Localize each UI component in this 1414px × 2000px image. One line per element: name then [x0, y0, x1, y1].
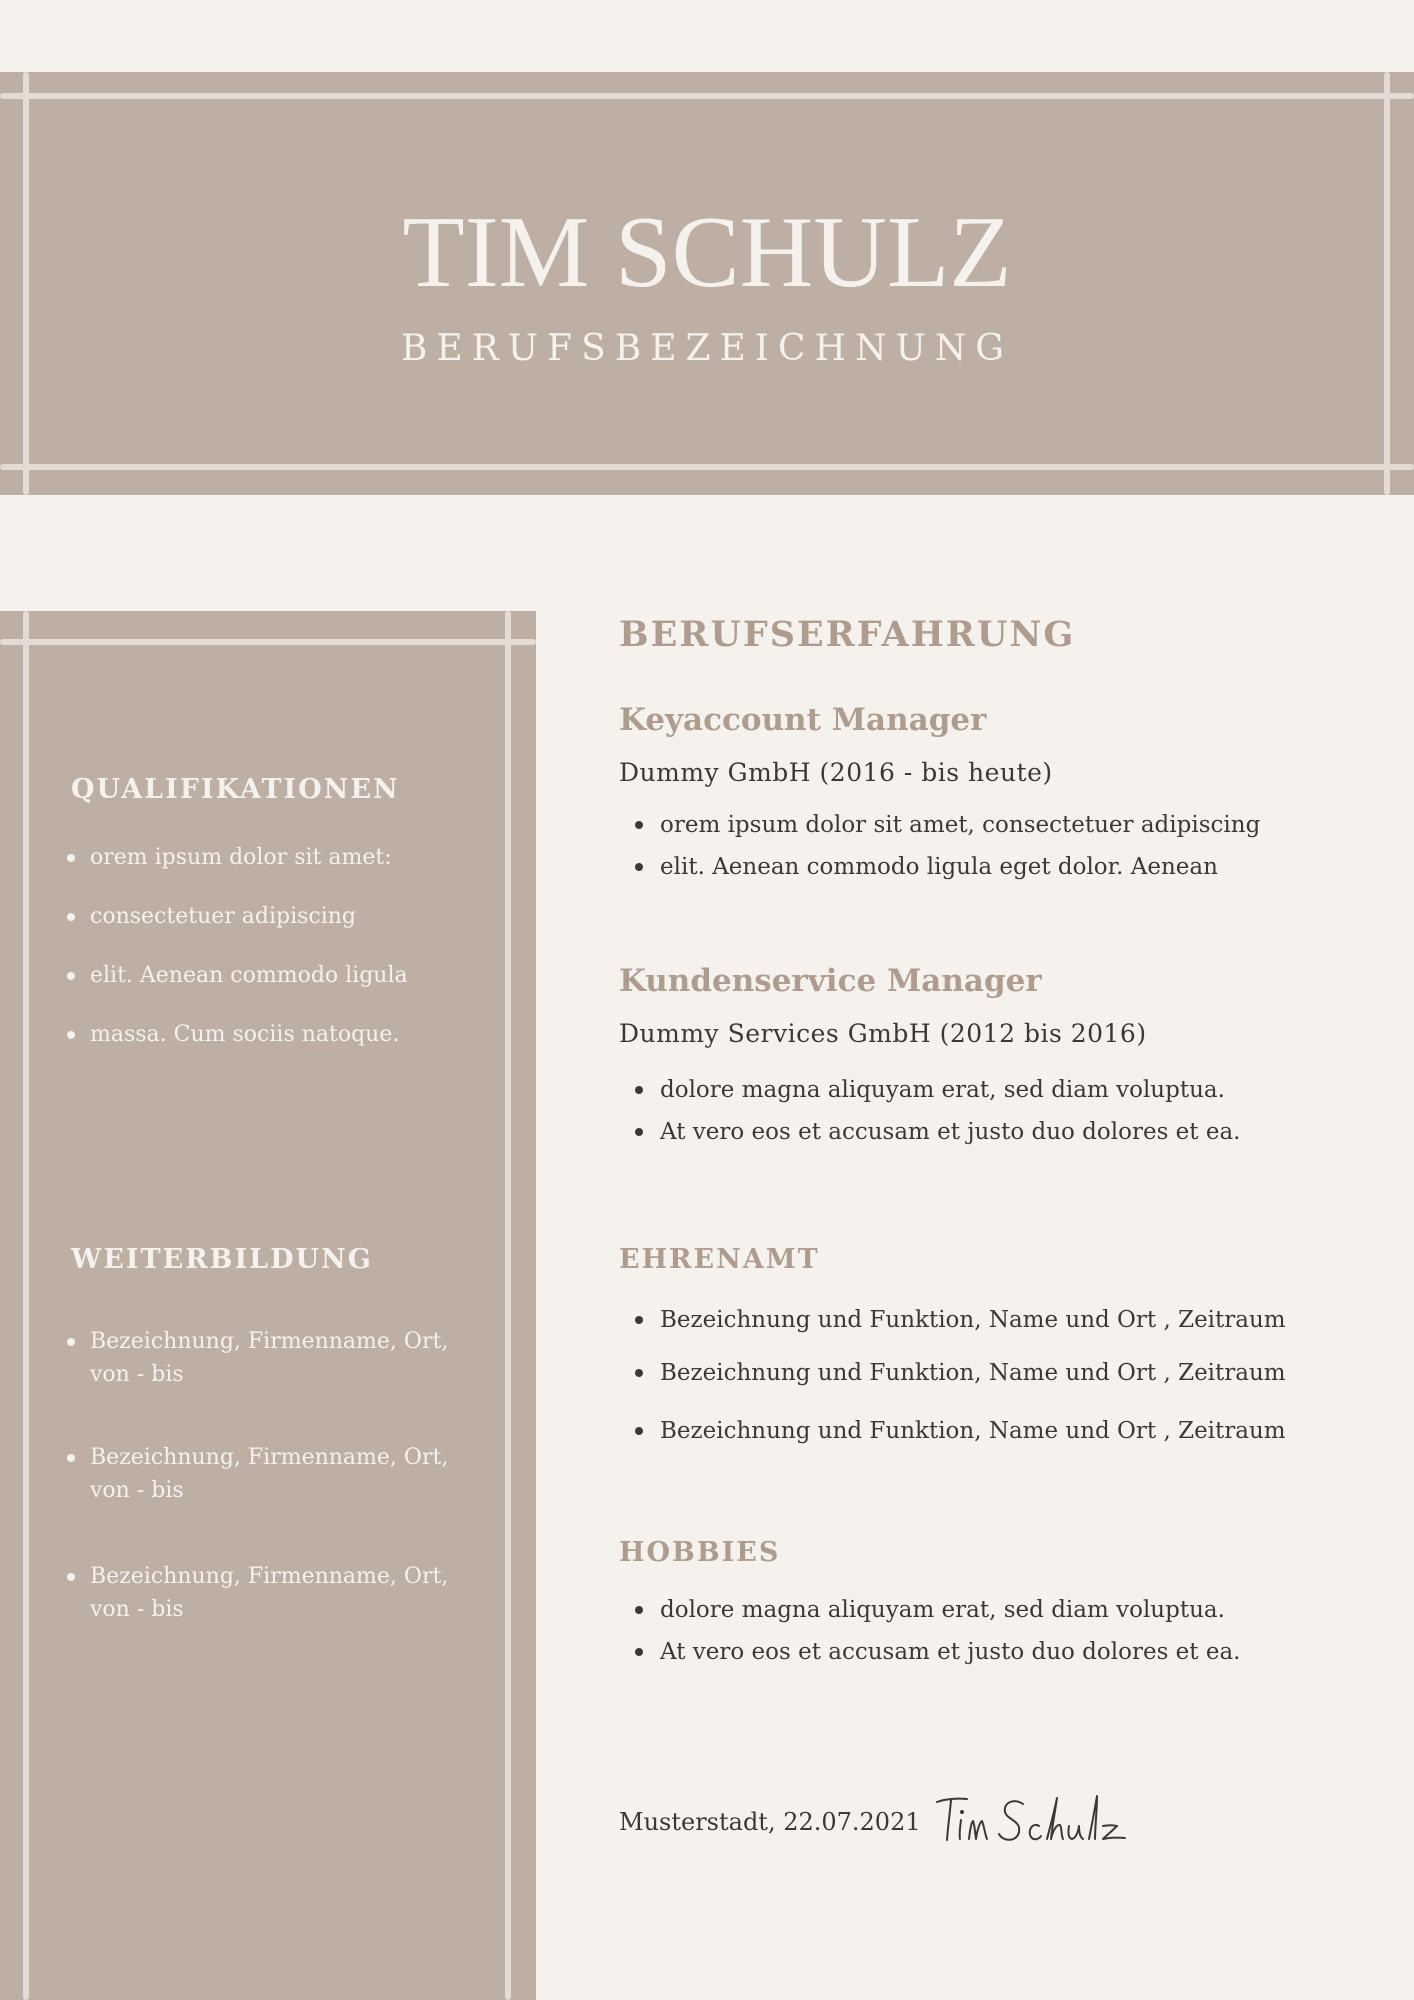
job-1-company: Dummy GmbH (2016 - bis heute)	[619, 758, 1053, 787]
list-item: Bezeichnung und Funktion, Name und Ort , Zeitraum	[660, 1299, 1400, 1341]
job-title: BERUFSBEZEICHNUNG	[400, 328, 1014, 369]
job-2-bullets	[660, 1069, 1400, 1153]
experience-heading: BERUFSERFAHRUNG	[619, 614, 1076, 655]
list-item: dolore magna aliquyam erat, sed diam voluptua.	[660, 1589, 1400, 1631]
list-item: massa. Cum sociis natoque.	[90, 1018, 490, 1051]
sidebar	[0, 611, 536, 2000]
qualifications-list	[90, 841, 490, 1051]
training-heading: WEITERBILDUNG	[71, 1244, 373, 1275]
training-list	[90, 1325, 475, 1626]
list-item: At vero eos et accusam et justo duo dolores et ea.	[660, 1111, 1400, 1153]
list-item: orem ipsum dolor sit amet:	[90, 841, 490, 874]
sidebar-left-rule	[23, 611, 29, 2000]
list-item: Bezeichnung und Funktion, Name und Ort , Zeitraum	[660, 1352, 1400, 1394]
list-item: orem ipsum dolor sit amet, consectetuer adipiscing	[660, 804, 1400, 846]
qualifications-heading: QUALIFIKATIONEN	[71, 774, 400, 805]
header-bottom-rule	[0, 464, 1414, 470]
hobbies-heading: HOBBIES	[619, 1537, 781, 1568]
person-name: TIM SCHULZ	[402, 196, 1012, 309]
signature-image	[935, 1790, 1135, 1850]
list-item: At vero eos et accusam et justo duo dolores et ea.	[660, 1631, 1400, 1673]
list-item: Bezeichnung, Firmenname, Ort, von - bis	[90, 1560, 475, 1626]
list-item: Bezeichnung und Funktion, Name und Ort , Zeitraum	[660, 1410, 1400, 1452]
list-item: elit. Aenean commodo ligula eget dolor. Aenean	[660, 846, 1400, 888]
list-item: Bezeichnung, Firmenname, Ort, von - bis	[90, 1325, 475, 1391]
header-top-rule	[0, 93, 1414, 99]
volunteer-heading: EHRENAMT	[619, 1244, 820, 1275]
header-banner	[0, 72, 1414, 495]
sidebar-right-rule	[505, 611, 511, 2000]
job-2-company: Dummy Services GmbH (2012 bis 2016)	[619, 1019, 1147, 1048]
list-item: Bezeichnung, Firmenname, Ort, von - bis	[90, 1441, 475, 1507]
sidebar-top-rule	[0, 639, 536, 645]
place-and-date: Musterstadt, 22.07.2021	[619, 1808, 921, 1836]
hobbies-list	[660, 1589, 1400, 1673]
job-1-title: Keyaccount Manager	[619, 702, 987, 738]
job-2-title: Kundenservice Manager	[619, 963, 1042, 999]
list-item: dolore magna aliquyam erat, sed diam voluptua.	[660, 1069, 1400, 1111]
volunteer-list	[660, 1299, 1400, 1452]
list-item: elit. Aenean commodo ligula	[90, 959, 490, 992]
list-item: consectetuer adipiscing	[90, 900, 490, 933]
job-1-bullets	[660, 804, 1400, 888]
